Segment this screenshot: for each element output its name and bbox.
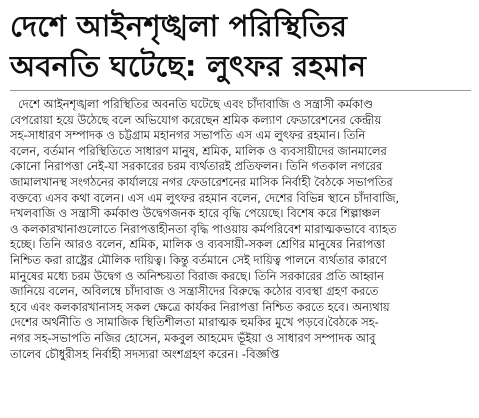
body-line: ও কলকারখানাগুলোতে নিরাপত্তাহীনতা বৃদ্ধি পাওয়ায় কর্মপরিবেশ মারাত্মকভাবে ব্যাহত <box>10 221 397 236</box>
body-line: নগর সহ-সভাপতি নজির হোসেন, মকবুল আহমেদ ভূঁইয়া ও সাধারণ সম্পাদক আবু <box>10 330 376 345</box>
headline <box>10 6 471 86</box>
body-line: বক্তব্যে এসব কথা বলেন। এস এম লুৎফর রহমান বলেন, দেশের বিভিন্ন স্থানে চাঁদাবাজি, <box>10 190 400 205</box>
headline-divider <box>10 90 471 91</box>
body-line: বলেন, বর্তমান পরিস্থিতিতে সাধারণ মানুষ, শ্রমিক, মালিক ও ব্যবসায়ীদের জানমালের <box>10 143 387 158</box>
article-body <box>10 97 471 362</box>
body-line: সহ-সাধারণ সম্পাদক ও চট্টগ্রাম মহানগর সভাপতি এস এম লুৎফর রহমান। তিনি <box>10 128 366 143</box>
body-line: দখলবাজি ও সন্ত্রাসী কর্মকাণ্ড উদ্বেগজনক হারে বৃদ্ধি পেয়েছে। বিশেষ করে শিল্পাঞ্চল <box>10 206 381 221</box>
body-line: বেপরোয়া হয়ে উঠেছে বলে অভিযোগ করেছেন শ্রমিক কল্যাণ ফেডারেশনের কেন্দ্রীয় <box>10 112 382 127</box>
body-line: হবে এবং কলকারখানাসহ সকল ক্ষেত্রে কার্যকর নিরাপত্তা নিশ্চিত করতে হবে। অন্যথায় <box>10 299 390 314</box>
body-line: দেশে আইনশৃঙ্খলা পরিস্থিতির অবনতি ঘটেছে এবং চাঁদাবাজি ও সন্ত্রাসী কর্মকাণ্ড <box>18 97 373 111</box>
body-line: কোনো নিরাপত্তা নেই-যা সরকারের চরম ব্যর্থতারই প্রতিফলন। তিনি গতকাল নগরের <box>10 159 383 174</box>
body-line: মানুষের মধ্যে চরম উদ্বেগ ও অনিশ্চয়তা বিরাজ করছে। তিনি সরকারের প্রতি আহ্বান <box>10 268 384 283</box>
body-line: জামালখানস্থ সংগঠনের কার্যালয়ে নগর ফেডারেশনের মাসিক নির্বাহী বৈঠকে সভাপতির <box>10 174 393 189</box>
headline-line-2: অবনতি ঘটেছে: লুৎফর রহমান <box>10 49 367 83</box>
headline-line-1: দেশে আইনশৃঙ্খলা পরিস্থিতির <box>10 9 348 43</box>
body-line: দেশের অর্থনীতি ও সামাজিক স্থিতিশীলতা মারাত্মক হুমকির মুখে পড়বে।বৈঠকে সহ- <box>10 315 379 330</box>
body-line: নিশ্চিত করা রাষ্ট্রের মৌলিক দায়িত্ব। কিন্তু বর্তমানে সেই দায়িত্ব পালনে ব্যর্থতার কারণে <box>10 252 387 267</box>
body-line: হচ্ছে। তিনি আরও বলেন, শ্রমিক, মালিক ও ব্যবসায়ী-সকল শ্রেণির মানুষের নিরাপত্তা <box>10 237 385 252</box>
body-line: তালেব চৌধুরীসহ নির্বাহী সদস্যরা অংশগ্রহণ করেন। -বিজ্ঞপ্তি <box>10 346 280 361</box>
body-line: জানিয়ে বলেন, অবিলম্বে চাঁদাবাজ ও সন্ত্রাসীদের বিরুদ্ধে কঠোর ব্যবস্থা গ্রহণ করতে <box>10 284 379 299</box>
